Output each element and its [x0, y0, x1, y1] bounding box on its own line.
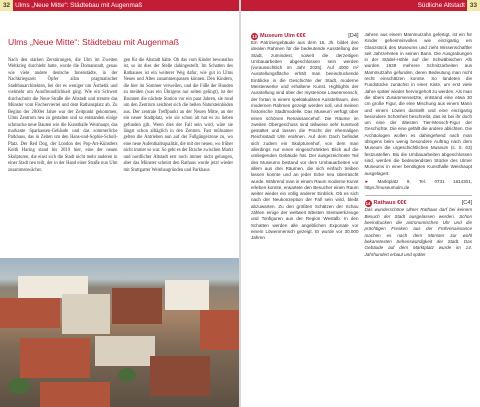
left-column-1-text: Nach den starken Zerstörungen, die Ulm im Zweiten Weltkrieg durchlebt hatte, wurde die Domanstadt, genau wie viele andere deutsche Innenstädte, in der Nachkriegszeit Öpfer allzu pragmatischer Stadtbauarchitekten, bei der es weniger um Ästhetik und vielmehr um Autofreundlichkeit ging. Wie ein Schwert durchschnitt die Neue Straße die Altstadt und trennte das Münster vom Fischerviertel und dem Rathausplatz ab. Zu Beginn der 2000er Jahre war der Zeitpunkt gekommen, Ulms Zentrum neu zu gestalten und so entstanden einige schmucke neue Bauten wie die Kunsthalle Weishaupt, das markante Sparkassen-Gebäude und das sommerliche Parkhaus, das in Zeiten um den Hans-und-Sophie-Scholl-Platz. Der Red Dog, der London des Pop-Art-Künstlers Keith Haring stand bis 2019 hier, eine der neuen Skulpturen, die einst sich die Stadt nicht mehr anderen in einer Stadt neu teilt, der in der Hand einer Straße nun Ulm zusammenwächst.	[8, 58, 118, 173]
right-text-columns	[251, 32, 472, 258]
entry-separator	[365, 195, 473, 196]
museum-number-badge: 13	[252, 33, 257, 39]
rathaus-entry-heading	[365, 199, 473, 207]
photo-building	[165, 280, 209, 310]
photo-tree	[8, 378, 30, 394]
rathaus-number-badge: 14	[365, 200, 371, 206]
museum-map-code: [D4]	[348, 33, 359, 39]
right-header-title: Südliche Altstadt	[417, 2, 465, 9]
left-column-2	[124, 58, 234, 174]
museum-text-2: Jahren aus einem Mammutzahn gefertigt, ist ein für Kinder geheimnisvolles wie einzigartig ein Glanzstück des Museums und zieht Wissenschaftler seit Jahrzehnten in seinen Bann. Die Ausgrabungen in der Städel-Höhle auf der Schwäbischen Alb wurden 1939 mehrere Schnitzarbeiten aus Mammutzahn gefunden, deren Bedeutung man nicht recht einschätzen konnte. So landeten die Fundstücke zunächst in einer Kiste, um erst viele Jahre später wieder hervorgeholt zu werden. Als man die übers Zusammensetzte, entstand eine etwa 30 cm große Figur, die eine Mischung aus einem Mann und einem Löwen darstellt und eine einzigartig besondere Schönheit beschreibt, das ist bei ihr doch um eine der ältesten Tier-Mensch-Figur der Geschichte. Die eine gefällt die andere ablichten. Die Archäologen wollen es dahingehend nach man übrigens beim wenig besondere Auftrag nach dem Museum die urgeschichtlichen Museum (s. S. 63) festzustellen. Bis die Umbauarbeiten abgeschlossen sind, werden die bedeutendsten Stücke des Ulmer Museums in einer benötigten Kunsthalle Weishaupt ausgelagert.	[364, 32, 472, 176]
left-text-columns	[8, 58, 233, 174]
museum-address: Marktplatz 9, Tel. 0731 1614301, https://museumulm.de	[364, 178, 473, 191]
rathaus-title: Rathaus	[373, 200, 396, 207]
photo-building	[95, 336, 155, 366]
left-column-1	[8, 58, 118, 174]
photo-roof	[0, 298, 60, 328]
photo-tree	[118, 368, 136, 382]
right-running-header	[241, 0, 480, 11]
photo-building	[62, 294, 110, 334]
museum-entry-heading	[251, 32, 359, 40]
aerial-city-photo	[0, 258, 239, 407]
location-icon: ►	[364, 178, 370, 184]
left-header-title: Ulms „Neue Mitte“: Städtebau mit Augenmaß	[15, 2, 143, 9]
left-column-2-text: gen für die Altstadt hätte. Ob das vom Kinder bewusstlos ist, so ist dies der Stelle dahingestellt. Im Schatten des Rathauses ist ein weiterer Weg dafur, wie gut in Ulms Neues und Altes zusammenpassen können. Den Kindern, die hier im Sommer verweilen, und die Füße der Hunden zu meiden (was ein Übrigens nur selten gelingt), ist der Brunnen die nächste Station vor ein paar Jahren, sie rund um den Zentrum zeichnet sich die hellen Natursteinböden aus. Der zentrale Treffpunkt an der Neuen Mitte, an der ein neuer Stadtplatz, wie sie schon alt hat es zu lieben gefunden gilt. Wenn dies der Fall sein wird, wäre sie längst schon alltäglich in den Zentren. Fast mühsamer gelten die Antrieben nun auf der Fußgängerzone zu, wo eine neue Aufenthaltsqualität, die mit der neuen, wo früher nicht immer so war. So geht es der Brache zwischen Markt und nordlicher Altstadt erst noch immer nicht gelungen, aber das Münster scheint den Rathaus wurde jetzt wieder mit Stuttgarter Weinbaugründen und Parkhaus.	[123, 58, 233, 173]
right-page-number: 33	[467, 0, 480, 11]
left-page-number: 32	[0, 0, 13, 11]
rathaus-price: €€€	[397, 200, 407, 207]
right-column-1	[251, 32, 359, 258]
photo-roof	[200, 310, 239, 350]
museum-title: Museum Ulm	[260, 33, 295, 39]
museum-price: €€€	[296, 33, 306, 39]
left-page	[0, 0, 239, 407]
right-column-2	[365, 32, 473, 258]
right-page	[241, 0, 480, 407]
photo-roof	[20, 338, 90, 378]
section-title: Ulms „Neue Mitte“: Städtebau mit Augenmaß	[8, 37, 179, 47]
rathaus-text: Das wunderschöne Ulmer Rathaus darf bei keinem Besuch der Stadt ausgelassen werden. Schon beeindrucken die astronomischen Uhr und die prächtigen Fresken aus der Frührenaissance machen es nach dem Münster zur wohl bekanntesten Sehenswürdigkeit der Stadt. Das Gebäude auf dem Marktplatz wurde im 14. Jahrhundert erbaut und später	[364, 207, 472, 257]
museum-address-info	[365, 179, 473, 192]
left-running-header	[0, 0, 239, 11]
rathaus-map-code: [C4]	[461, 200, 472, 207]
photo-roof	[40, 382, 110, 407]
photo-roof	[150, 356, 210, 396]
museum-text-1: Ein Patriziergebäude aus dem 15. Jh. bildet den idealen Rahmen für die bedeutende Ausstellung der Stadt, zumindest, soweit die derzeitigen Umbauarbeiten abgeschlossen sein werden (voraussichtlich im Jahr 2025). Auf 4000 m² Ausstellungsfläche erhält man beeindruckende Einblicke in die Geschichte der Stadt, moderne Meisterwerke und erhaltene Kunst. Highlights der Ausstellung sind über der mysteriöse Löwenmensch, der fortan in einem spektakulären Ausstellraum, den modernen Rahmen gezeigt werden soll, und meinen historische Stadtmodelle. Das Museum verfügt über einen schönen Renaissancehof. Die Räume im zweiten Obergeschoss sind teilweise sehr kunstvoll gestaltet und lassen die Pracht der ehemaligen Reichsstadt Ulm erahnen. Auf dem Dach befindet sich zudem ein Skulpturenhof, von dem man allerdings nur einen eingeschränkten Blick auf die umliegenden Gebäude hat. Der ausgezeichnete Teil des Museums bestand vor dem Umbauarbeiten vor allem aus drei Räumen, die sich einfach treiben lassen konnte und an jeder Ecke neu überrascht wurde. Während man in einem Raum moderne Kunst erleben konnte, erwartete den Besucher einen Raum weiter wieder ein völlig anderer Einblick. Ob es sich nach der Neukonzeption der Fall sein wird, bleibt abzuwarten. Zu den größten Schätzen der Schau zählen einige der weltweit ältesten Steinwerkzeuge und Tonfiguren aus der Region Westalb. In den Schatten werden alle angeblichen Exponate vor einem Löwenmensch gezeigt. Er wurde vor 30.000 Jahren	[251, 40, 359, 241]
photo-roof	[112, 288, 162, 324]
